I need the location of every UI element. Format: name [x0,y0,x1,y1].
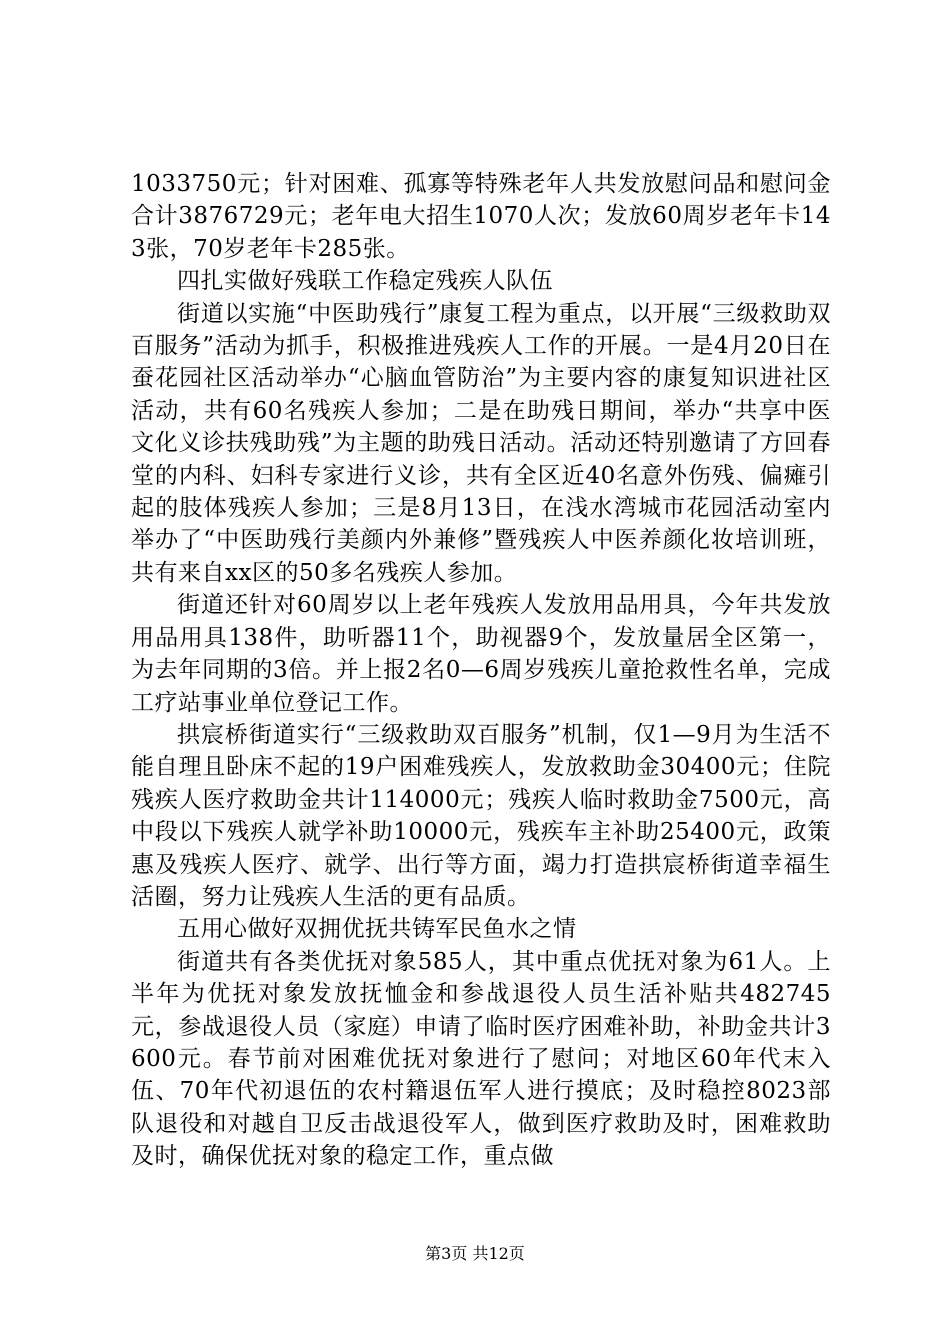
section-heading-5: 五用心做好双拥优抚共铸军民鱼水之情 [177,916,577,943]
section-heading-4: 四扎实做好残联工作稳定残疾人队伍 [177,268,553,295]
paragraph-veterans-care: 街道共有各类优抚对象585人，其中重点优抚对象为61人。上半年为优抚对象发放抚恤金和参战退役人员生活补贴共482745元，参战退役人员（家庭）申请了临时医疗困难补助，补助金共计3600元。春节前对困难优抚对象进行了慰问；对地区60年代末入伍、70年代初退伍的农村籍退伍军人进行摸底；及时稳控8023部队退役和对越自卫反击战退役军人，做到医疗救助及时，困难救助及时，确保优抚对象的稳定工作，重点做 [131,948,831,1170]
paragraph-rehab-activities: 街道以实施“中医助残行”康复工程为重点，以开展“三级救助双百服务”活动为抓手，积极推进残疾人工作的开展。一是4月20日在蚕花园社区活动举办“心脑血管防治”为主要内容的康复知识进社区活动，共有60名残疾人参加；二是在助残日期间，举办“共享中医文化义诊扶残助残”为主题的助残日活动。活动还特别邀请了方回春堂的内科、妇科专家进行义诊，共有全区近40名意外伤残、偏瘫引起的肢体残疾人参加；三是8月13日，在浅水湾城市花园活动室内举办了“中医助残行美颜内外兼修”暨残疾人中医养颜化妆培训班，共有来自xx区的50多名残疾人参加。 [131,300,831,586]
page-number-footer: 第3页 共12页 [425,1244,525,1263]
document-body [131,168,831,1173]
paragraph-aids-distribution: 街道还针对60周岁以上老年残疾人发放用品用具，今年共发放用品用具138件，助听器11个，助视器9个，发放量居全区第一，为去年同期的3倍。并上报2名0—6周岁残疾儿童抢救性名单，完成工疗站事业单位登记工作。 [131,592,831,716]
paragraph-continuation: 1033750元；针对困难、孤寡等特殊老年人共发放慰问品和慰问金合计3876729元；老年电大招生1070人次；发放60周岁老年卡143张，70岁老年卡285张。 [131,171,831,262]
paragraph-relief-mechanism: 拱宸桥街道实行“三级救助双百服务”机制，仅1—9月为生活不能自理且卧床不起的19户困难残疾人，发放救助金30400元；住院残疾人医疗救助金共计114000元；残疾人临时救助金7500元，高中段以下残疾人就学补助10000元，残疾车主补助25400元，政策惠及残疾人医疗、就学、出行等方面，竭力打造拱宸桥街道幸福生活圈，努力让残疾人生活的更有品质。 [131,721,831,910]
